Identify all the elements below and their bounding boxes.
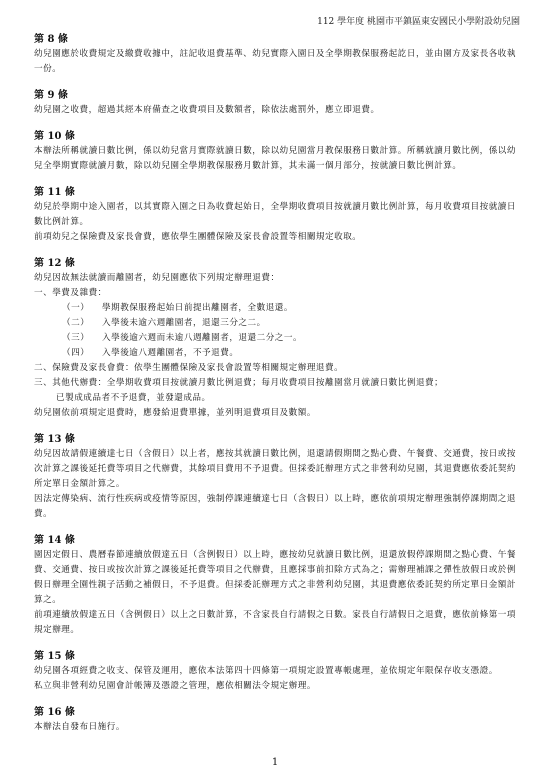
list-item: 三、其他代辦費：全學期收費項目按就讀月數比例退費；每月收費項目按離園當月就讀日數比例退費； bbox=[34, 378, 444, 388]
article-title: 第 16 條 bbox=[34, 707, 75, 718]
article-title: 第 9 條 bbox=[34, 90, 68, 101]
article-title: 第 14 條 bbox=[34, 535, 75, 546]
article-9 bbox=[34, 89, 516, 118]
document-body bbox=[34, 30, 516, 735]
article-paragraph: 前項幼兒之保險費及家長會費，應依學生團體保險及家長會設置等相關規定收取。 bbox=[34, 232, 362, 242]
sub-item-number: （一） bbox=[62, 303, 90, 313]
article-10 bbox=[34, 130, 516, 174]
article-paragraph: 本辦法自發布日施行。 bbox=[34, 722, 125, 732]
article-paragraph: 幼兒園應於收費規定及繳費收據中，註記收退費基準、幼兒實際入園日及全學期教保服務起訖日，並由園方及家長各收執一份。 bbox=[34, 49, 516, 74]
article-15 bbox=[34, 650, 516, 694]
page-number: 1 bbox=[271, 757, 279, 768]
article-title: 第 15 條 bbox=[34, 651, 75, 662]
article-paragraph: 本辦法所稱就讀日數比例，係以幼兒當月實際就讀日數，除以幼兒園當月教保服務日數計算。所稱就讀月數比例，係以幼兒全學期實際就讀月數，除以幼兒園全學期教保服務月數計算，其未滿一個月部分，按就讀日數比例計算。 bbox=[34, 146, 516, 171]
sub-item bbox=[34, 346, 516, 361]
sub-item-text: 入學後未逾六週離園者，退還三分之二。 bbox=[102, 318, 266, 328]
article-title: 第 10 條 bbox=[34, 131, 75, 142]
list-item: 一、學費及雜費： bbox=[34, 288, 107, 298]
article-title: 第 12 條 bbox=[34, 258, 75, 269]
article-16 bbox=[34, 706, 516, 735]
sub-item-text: 學期教保服務起始日前提出離園者，全數退還。 bbox=[102, 303, 293, 313]
article-11 bbox=[34, 186, 516, 245]
article-title: 第 8 條 bbox=[34, 34, 68, 45]
article-paragraph: 前項連續放假達五日（含例假日）以上之日數計算，不含家長自行請假之日數。家長自行請假日之退費，應依前條第一項規定辦理。 bbox=[34, 610, 516, 635]
article-12 bbox=[34, 257, 516, 421]
sub-item bbox=[34, 316, 516, 331]
article-paragraph: 幼兒園之收費，超過其經本府備查之收費項目及數額者，除依法處罰外，應立即退費。 bbox=[34, 105, 380, 115]
sub-item-number: （二） bbox=[62, 318, 90, 328]
article-paragraph: 因法定傳染病、流行性疾病或疫情等原因，強制停課連續達七日（含假日）以上時，應依前項規定辦理強制停課期間之退費。 bbox=[34, 494, 516, 519]
article-paragraph: 私立與非營利幼兒園會計帳簿及憑證之管理，應依相關法令規定辦理。 bbox=[34, 681, 316, 691]
sub-item-number: （四） bbox=[62, 348, 90, 358]
sub-item-text: 入學後逾八週離園者，不予退費。 bbox=[102, 348, 239, 358]
article-paragraph: 幼兒園依前項規定退費時，應發給退費單據，並列明退費項目及數額。 bbox=[34, 408, 316, 418]
article-paragraph: 幼兒因故請假連續達七日（含假日）以上者，應按其就讀日數比例，退還請假期間之點心費、午餐費、交通費，按日或按次計算之課後延托費等項目之代辦費，其餘項目費用不予退費。但採委託辦理方式之非營利幼兒園，其退費應依委託契約所定單日金額計算之。 bbox=[34, 449, 516, 489]
article-13 bbox=[34, 433, 516, 522]
article-paragraph: 園因定假日、農曆春節連續放假達五日（含例假日）以上時，應按幼兒就讀日數比例，退還放假停課期間之點心費、午餐費、交通費、按日或按次計算之課後延托費等項目之代辦費，且應採事前扣除方式為之；需辦理補課之彈性放假日或於例假日辦理全園性親子活動之補假日，不予退費。但採委託辦理方式之非營利幼兒園，其退費應依委託契約所定單日金額計算之。 bbox=[34, 550, 516, 605]
article-8 bbox=[34, 33, 516, 77]
list-item: 二、保險費及家長會費：依學生團體保險及家長會設置等相關規定辦理退費。 bbox=[34, 363, 344, 373]
article-title: 第 13 條 bbox=[34, 434, 75, 445]
article-paragraph: 幼兒園各項經費之收支、保管及運用，應依本法第四十四條第一項規定設置專帳處理，並依規定年限保存收支憑證。 bbox=[34, 666, 498, 676]
sub-item-number: （三） bbox=[62, 333, 90, 343]
page-header: 112 學年度 桃園市平鎮區東安國民小學附設幼兒園 bbox=[317, 17, 520, 27]
article-14 bbox=[34, 534, 516, 638]
article-paragraph: 幼兒於學期中途入園者，以其實際入園之日為收費起始日，全學期收費項目按就讀月數比例計算，每月收費項目按就讀日數比例計算。 bbox=[34, 202, 516, 227]
list-item-continuation: 已製成成品者不予退費，並發還成品。 bbox=[56, 393, 211, 403]
article-title: 第 11 條 bbox=[34, 187, 75, 198]
sub-item bbox=[34, 301, 516, 316]
sub-item-text: 入學後逾六週而未逾八週離園者，退還二分之一。 bbox=[102, 333, 303, 343]
article-paragraph: 幼兒因故無法就讀而離園者，幼兒園應依下列規定辦理退費： bbox=[34, 273, 280, 283]
sub-item bbox=[34, 331, 516, 346]
